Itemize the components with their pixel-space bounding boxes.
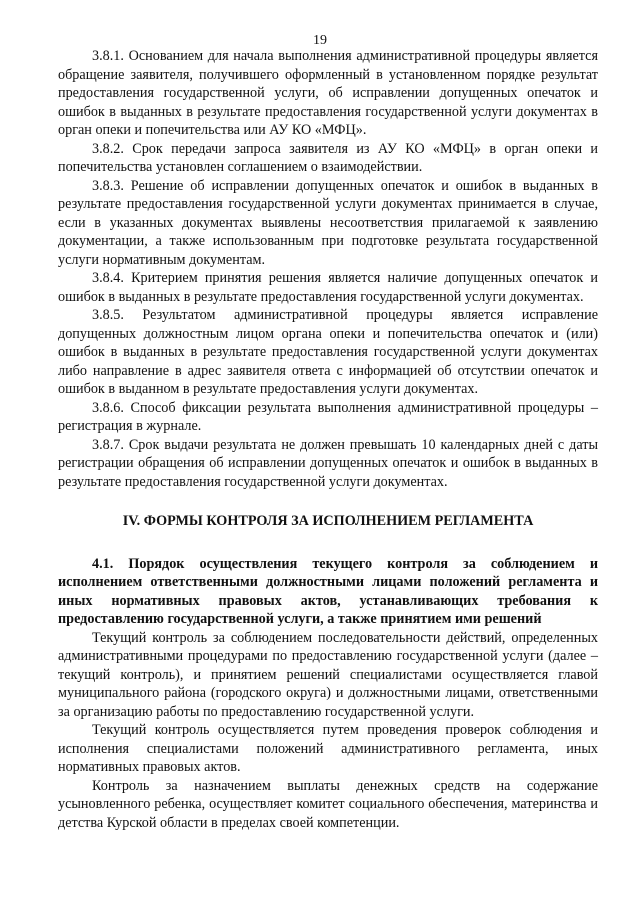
paragraph-3-8-4: 3.8.4. Критерием принятия решения является наличие допущенных опечаток и ошибок в выданных в результате предоставления государственной услуги документах.: [58, 270, 598, 305]
page-number: 19: [313, 33, 327, 48]
paragraph-3-8-1: 3.8.1. Основанием для начала выполнения административной процедуры является обращение заявителя, получившего оформленный в установленном порядке результат предоставления государственной услуги, об исправлении допущенных опечаток и ошибок в выданных в результате предоставления государственной услуги документах в орган опеки и попечительства или АУ КО «МФЦ».: [58, 48, 598, 138]
paragraph-3-8-5: 3.8.5. Результатом административной процедуры является исправление допущенных должностным лицом органа опеки и попечительства опечаток и (или) ошибок в выданных в результате предоставления государственной услуги документах либо направление в адрес заявителя ответа с информацией об отсутствии опечаток и ошибок в выданном в результате предоставления услуги документах.: [58, 307, 598, 397]
page-content: [58, 47, 598, 832]
paragraph-current-control: Текущий контроль за соблюдением последовательности действий, определенных административными процедурами по предоставлению государственной услуги (далее – текущий контроль), и принятием решений специалистами осуществляется главой муниципального района (городского округа) и должностными лицами, ответственными за организацию работы по предоставлению государственной услуги.: [58, 629, 598, 720]
paragraph-3-8-6: 3.8.6. Способ фиксации результата выполнения административной процедуры – регистрация в журнале.: [58, 399, 598, 434]
paragraph-3-8-7: 3.8.7. Срок выдачи результата не должен превышать 10 календарных дней с даты регистрации обращения об исправлении допущенных опечаток и ошибок в выданных в результате предоставления государственной услуги документах.: [58, 436, 598, 490]
paragraph-inspections: Текущий контроль осуществляется путем проведения проверок соблюдения и исполнения специалистами положений административного регламента, иных нормативных правовых актов.: [58, 722, 598, 775]
paragraph-3-8-2: 3.8.2. Срок передачи запроса заявителя из АУ КО «МФЦ» в орган опеки и попечительства установлен соглашением о взаимодействии.: [58, 140, 598, 175]
paragraph-payment-control: Контроль за назначением выплаты денежных средств на содержание усыновленного ребенка, осуществляет комитет социального обеспечения, материнства и детства Курской области в пределах своей компетенции.: [58, 777, 598, 831]
paragraph-3-8-3: 3.8.3. Решение об исправлении допущенных опечаток и ошибок в выданных в результате предоставления государственной услуги документах принимается в случае, если в указанных документах выявлены несоответствия прилагаемой к заявлению документации, а также использованным при подготовке результата государственной услуги нормативным документам.: [58, 177, 598, 268]
subsection-heading-4-1: 4.1. Порядок осуществления текущего контроля за соблюдением и исполнением ответственными должностными лицами положений регламента и иных нормативных правовых актов, устанавливающих требования к предоставлению государственной услуги, а также принятием ими решений: [58, 555, 598, 627]
section-heading: IV. ФОРМЫ КОНТРОЛЯ ЗА ИСПОЛНЕНИЕМ РЕГЛАМЕНТА: [122, 513, 534, 529]
